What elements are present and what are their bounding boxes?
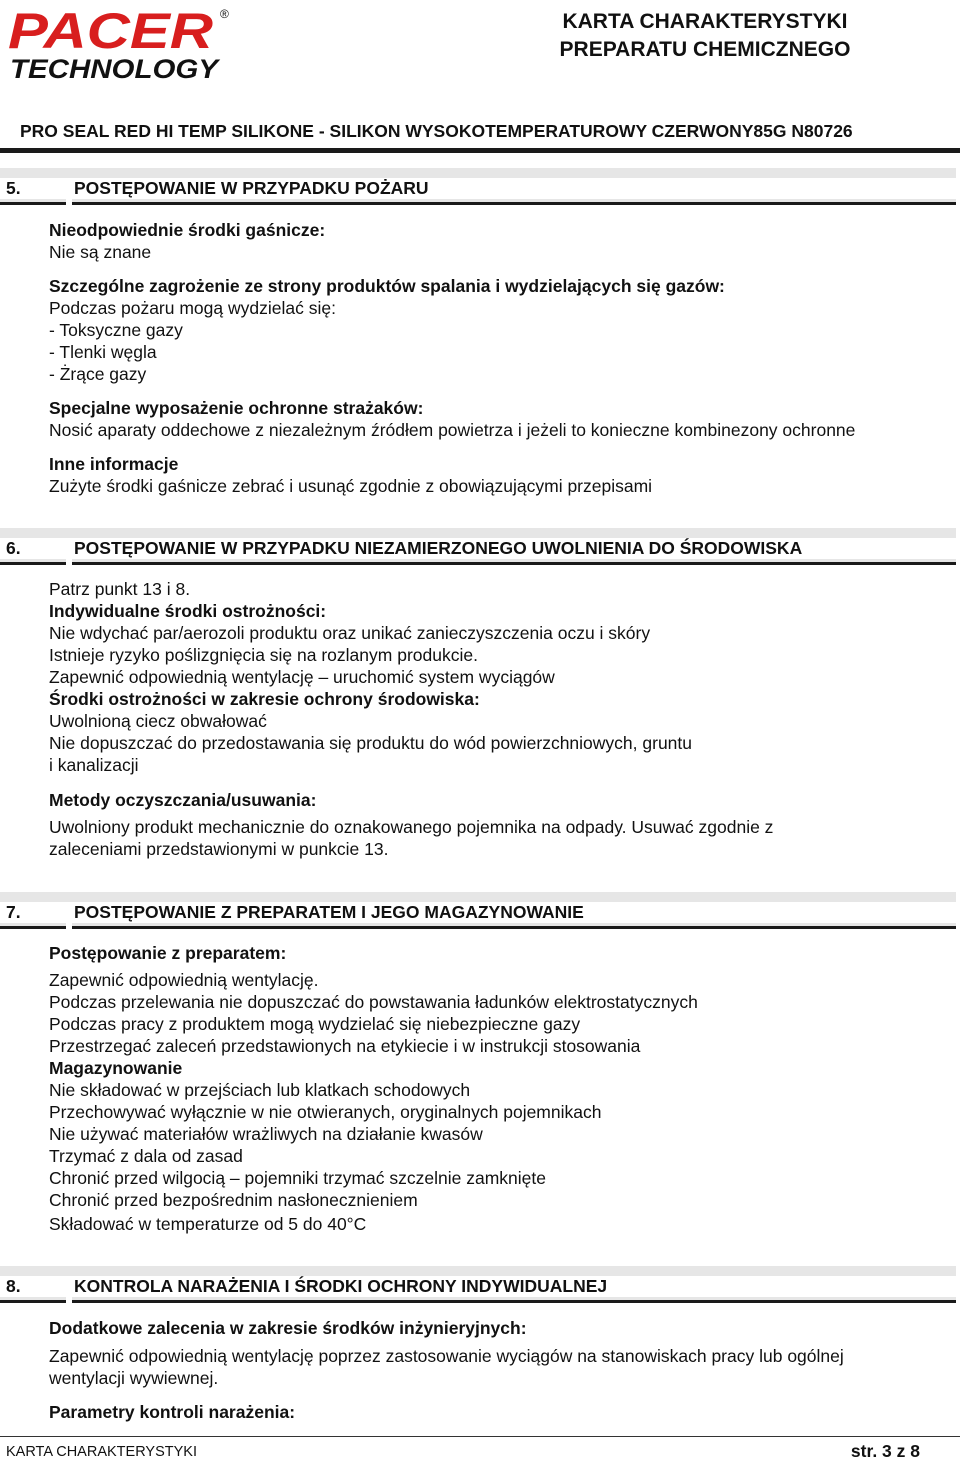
logo-registered-mark: ® <box>220 7 229 21</box>
section-6-line: Nie wdychać par/aerozoli produktu oraz unikać zanieczyszczenia oczu i skóry <box>49 623 651 643</box>
document-title-line1: KARTA CHARAKTERYSTYKI <box>562 10 848 33</box>
section-6-header <box>0 528 956 566</box>
section-7-line: Chronić przed wilgocią – pojemniki trzymać szczelnie zamknięte <box>49 1168 546 1188</box>
section-5-line: Inne informacje <box>49 454 179 474</box>
section-8-rule <box>0 1297 956 1304</box>
section-6-line: zaleceniami przedstawionymi w punkcie 13. <box>49 839 389 859</box>
section-5-rule <box>0 199 956 206</box>
section-7-number: 7. <box>6 902 21 922</box>
section-7-line: Trzymać z dala od zasad <box>49 1146 243 1166</box>
section-7-line: Zapewnić odpowiednią wentylację. <box>49 970 319 990</box>
section-5-line: Nie są znane <box>49 242 152 262</box>
header-divider <box>0 148 960 153</box>
section-5-line: Zużyte środki gaśnicze zebrać i usunąć zgodnie z obowiązującymi przepisami <box>49 476 653 496</box>
section-6-line: Zapewnić odpowiednią wentylację – uruchomić system wyciągów <box>49 667 555 687</box>
section-7-header <box>0 892 956 930</box>
section-5-number: 5. <box>6 178 21 198</box>
section-6-line: Uwolniony produkt mechanicznie do oznakowanego pojemnika na odpady. Usuwać zgodnie z <box>49 817 774 837</box>
section-6-line: Metody oczyszczania/usuwania: <box>49 790 317 810</box>
section-6-number: 6. <box>6 538 21 558</box>
section-8-line: Zapewnić odpowiednią wentylację poprzez zastosowanie wyciągów na stanowiskach pracy lub ogólnej <box>49 1346 844 1366</box>
section-6-line: Środki ostrożności w zakresie ochrony środowiska: <box>49 689 480 709</box>
footer-document-name: KARTA CHARAKTERYSTYKI <box>6 1444 197 1460</box>
section-6-line: i kanalizacji <box>49 755 139 775</box>
section-7-line: Nie składować w przejściach lub klatkach schodowych <box>49 1080 471 1100</box>
section-7-line: Nie używać materiałów wrażliwych na działanie kwasów <box>49 1124 483 1144</box>
section-5-line: - Tlenki węgla <box>49 342 157 362</box>
section-6-line: Indywidualne środki ostrożności: <box>49 601 327 621</box>
section-6-rule <box>0 559 956 566</box>
section-7-line: Postępowanie z preparatem: <box>49 943 287 963</box>
section-5-line: - Żrące gazy <box>49 364 147 384</box>
section-5-line: Specjalne wyposażenie ochronne strażaków: <box>49 398 424 418</box>
section-7-line: Magazynowanie <box>49 1058 183 1078</box>
section-6-line: Patrz punkt 13 i 8. <box>49 579 191 599</box>
section-5-line: Nosić aparaty oddechowe z niezależnym źródłem powietrza i jeżeli to konieczne kombinezony ochronne <box>49 420 856 440</box>
section-5-line: Szczególne zagrożenie ze strony produktów spalania i wydzielających się gazów: <box>49 276 725 296</box>
section-8-line: Parametry kontroli narażenia: <box>49 1402 296 1422</box>
product-name: PRO SEAL RED HI TEMP SILIKONE - SILIKON WYSOKOTEMPERATUROWY CZERWONY85G N80726 <box>20 121 853 141</box>
section-7-line: Przechowywać wyłącznie w nie otwieranych, oryginalnych pojemnikach <box>49 1102 602 1122</box>
footer-divider <box>0 1436 960 1437</box>
section-7-rule <box>0 923 956 930</box>
logo-pacer-text: PACER <box>8 4 213 59</box>
section-8-line: Dodatkowe zalecenia w zakresie środków inżynieryjnych: <box>49 1318 527 1338</box>
section-7-line: Podczas pracy z produktem mogą wydzielać się niebezpieczne gazy <box>49 1014 581 1034</box>
document-title-line2: PREPARATU CHEMICZNEGO <box>559 38 851 61</box>
section-5-line: - Toksyczne gazy <box>49 320 183 340</box>
section-7-line: Składować w temperaturze od 5 do 40°C <box>49 1214 367 1234</box>
section-7-line: Podczas przelewania nie dopuszczać do powstawania ładunków elektrostatycznych <box>49 992 698 1012</box>
section-7-title: POSTĘPOWANIE Z PREPARATEM I JEGO MAGAZYNOWANIE <box>74 902 584 922</box>
logo-technology-text: TECHNOLOGY <box>10 54 222 82</box>
page-number: str. 3 z 8 <box>850 1441 920 1461</box>
section-8-title: KONTROLA NARAŻENIA I ŚRODKI OCHRONY INDYWIDUALNEJ <box>74 1276 608 1296</box>
section-7-line: Chronić przed bezpośrednim nasłonecznieniem <box>49 1190 418 1210</box>
section-5-line: Nieodpowiednie środki gaśnicze: <box>49 220 326 240</box>
section-6-line: Nie dopuszczać do przedostawania się produktu do wód powierzchniowych, gruntu <box>49 733 693 753</box>
section-8-number: 8. <box>6 1276 21 1296</box>
section-5-header <box>0 168 956 206</box>
section-5-line: Podczas pożaru mogą wydzielać się: <box>49 298 336 318</box>
section-5-title: POSTĘPOWANIE W PRZYPADKU POŻARU <box>74 178 429 198</box>
section-6-line: Uwolnioną ciecz obwałować <box>49 711 267 731</box>
document-title <box>520 8 890 64</box>
section-8-header <box>0 1266 956 1304</box>
section-6-line: Istnieje ryzyko poślizgnięcia się na rozlanym produkcie. <box>49 645 478 665</box>
pacer-technology-logo <box>6 4 230 82</box>
section-6-title: POSTĘPOWANIE W PRZYPADKU NIEZAMIERZONEGO UWOLNIENIA DO ŚRODOWISKA <box>74 538 803 558</box>
section-7-line: Przestrzegać zaleceń przedstawionych na etykiecie i w instrukcji stosowania <box>49 1036 641 1056</box>
section-8-line: wentylacji wywiewnej. <box>49 1368 219 1388</box>
